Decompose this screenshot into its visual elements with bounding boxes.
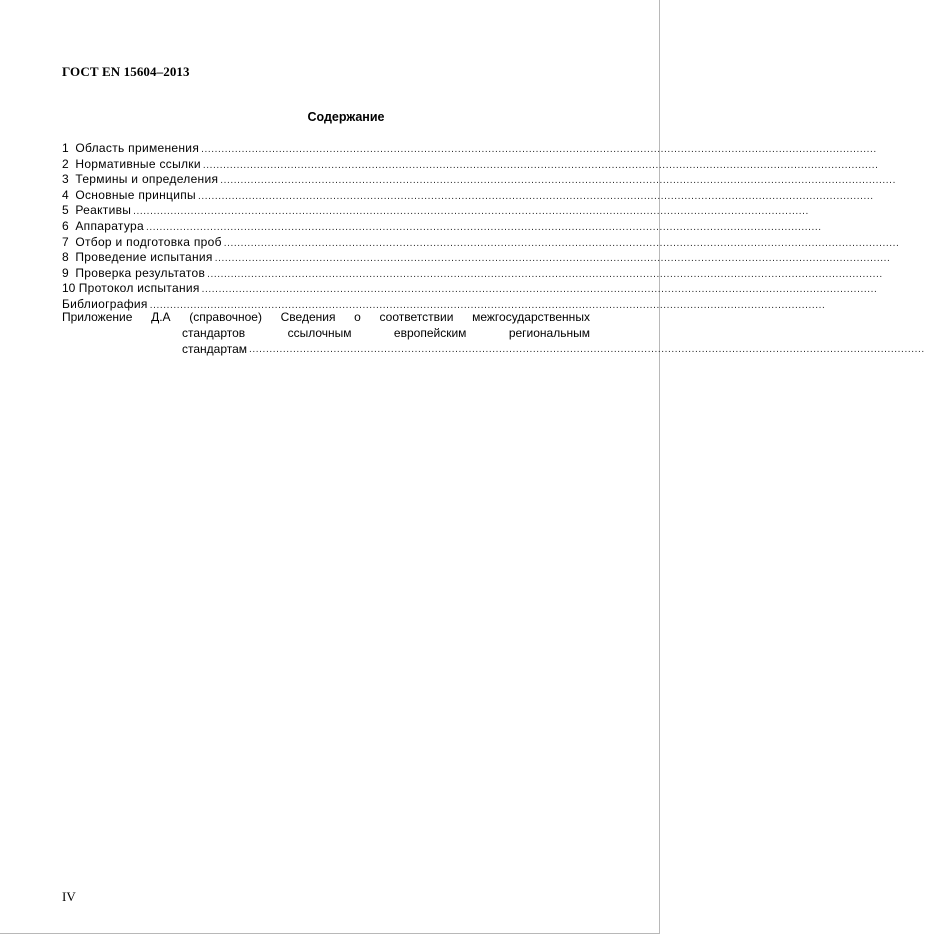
toc-entry-number: 6 <box>62 218 69 233</box>
toc-entry-title: Аппаратура <box>75 218 144 233</box>
toc-entry[interactable] <box>62 187 874 204</box>
toc-leader: ........................................................................................................................................................................................................ <box>197 190 874 202</box>
annex-line <box>62 310 590 326</box>
annex-word: Сведения <box>280 310 336 324</box>
toc-leader: ........................................................................................................................................................................................................ <box>223 237 900 249</box>
annex-word: о <box>354 310 361 324</box>
annex-word: Приложение <box>62 310 133 324</box>
annex-word: региональным <box>508 325 590 340</box>
toc-entry[interactable] <box>62 218 822 235</box>
annex-word: (справочное) <box>189 310 262 324</box>
toc-leader: ........................................................................................................................................................................................................ <box>201 284 878 296</box>
toc-entry-title: Термины и определения <box>75 172 219 187</box>
annex-word: соответствии <box>379 310 454 324</box>
toc-entry-number: 4 <box>62 187 69 202</box>
toc-leader: ........................................................................................................................................................................................................ <box>202 159 879 171</box>
annex-word: ссылочным <box>287 325 352 340</box>
toc-entry-title: Проверка результатов <box>75 265 206 280</box>
page-title: Содержание <box>307 110 385 124</box>
toc-leader: ........................................................................................................................................................................................................ <box>249 343 925 355</box>
toc-entry-title: Нормативные ссылки <box>75 156 201 171</box>
toc-entry[interactable] <box>62 172 896 188</box>
toc-entry-number: 1 <box>62 141 69 155</box>
toc-entry[interactable] <box>62 234 900 251</box>
toc-leader: ........................................................................................................................................................................................................ <box>214 253 891 265</box>
toc-entry-title: Библиография <box>62 296 148 311</box>
toc-entry-number: 8 <box>62 250 69 265</box>
toc-entry[interactable] <box>62 141 877 157</box>
toc-leader: ........................................................................................................................................................................................................ <box>145 221 822 233</box>
toc-entry-number: 5 <box>62 203 69 218</box>
toc-entry-number: 2 <box>62 156 69 171</box>
toc-entry[interactable] <box>62 265 883 282</box>
annex-word: стандартов <box>182 325 246 340</box>
annex-word: европейским <box>393 325 467 340</box>
annex-word: межгосударственных <box>472 310 590 324</box>
toc-entry-title: Область применения <box>75 141 200 155</box>
table-of-contents <box>62 141 900 313</box>
toc-entry[interactable] <box>62 281 878 297</box>
toc-entry-number: 7 <box>62 234 69 249</box>
toc-entry-number: 10 <box>62 281 76 296</box>
toc-leader: ........................................................................................................................................................................................................ <box>201 144 877 155</box>
toc-entry[interactable] <box>62 203 809 219</box>
toc-entry-annex[interactable] <box>62 310 925 357</box>
toc-entry-title: Протокол испытания <box>78 281 200 296</box>
toc-entry-title: Реактивы <box>75 203 132 218</box>
toc-entry[interactable] <box>62 156 879 173</box>
toc-entry-number: 3 <box>62 172 69 187</box>
toc-entry-title: Проведение испытания <box>75 250 213 265</box>
document-header: ГОСТ EN 15604–2013 <box>62 64 190 79</box>
toc-entry-number: 9 <box>62 265 69 280</box>
annex-line <box>182 326 590 342</box>
toc-leader: ........................................................................................................................................................................................................ <box>207 268 883 280</box>
annex-word: стандартам <box>182 341 248 356</box>
toc-entry-title: Отбор и подготовка проб <box>75 234 222 249</box>
toc-entry-title: Основные принципы <box>75 187 196 202</box>
toc-leader: ........................................................................................................................................................................................................ <box>220 175 896 187</box>
annex-line <box>182 341 925 358</box>
annex-word: Д.А <box>151 310 171 324</box>
toc-entry[interactable] <box>62 250 891 266</box>
toc-leader: ........................................................................................................................................................................................................ <box>133 206 809 218</box>
page-number: IV <box>62 889 76 904</box>
toc-leader: ........................................................................................................................................................................................................ <box>149 299 826 311</box>
